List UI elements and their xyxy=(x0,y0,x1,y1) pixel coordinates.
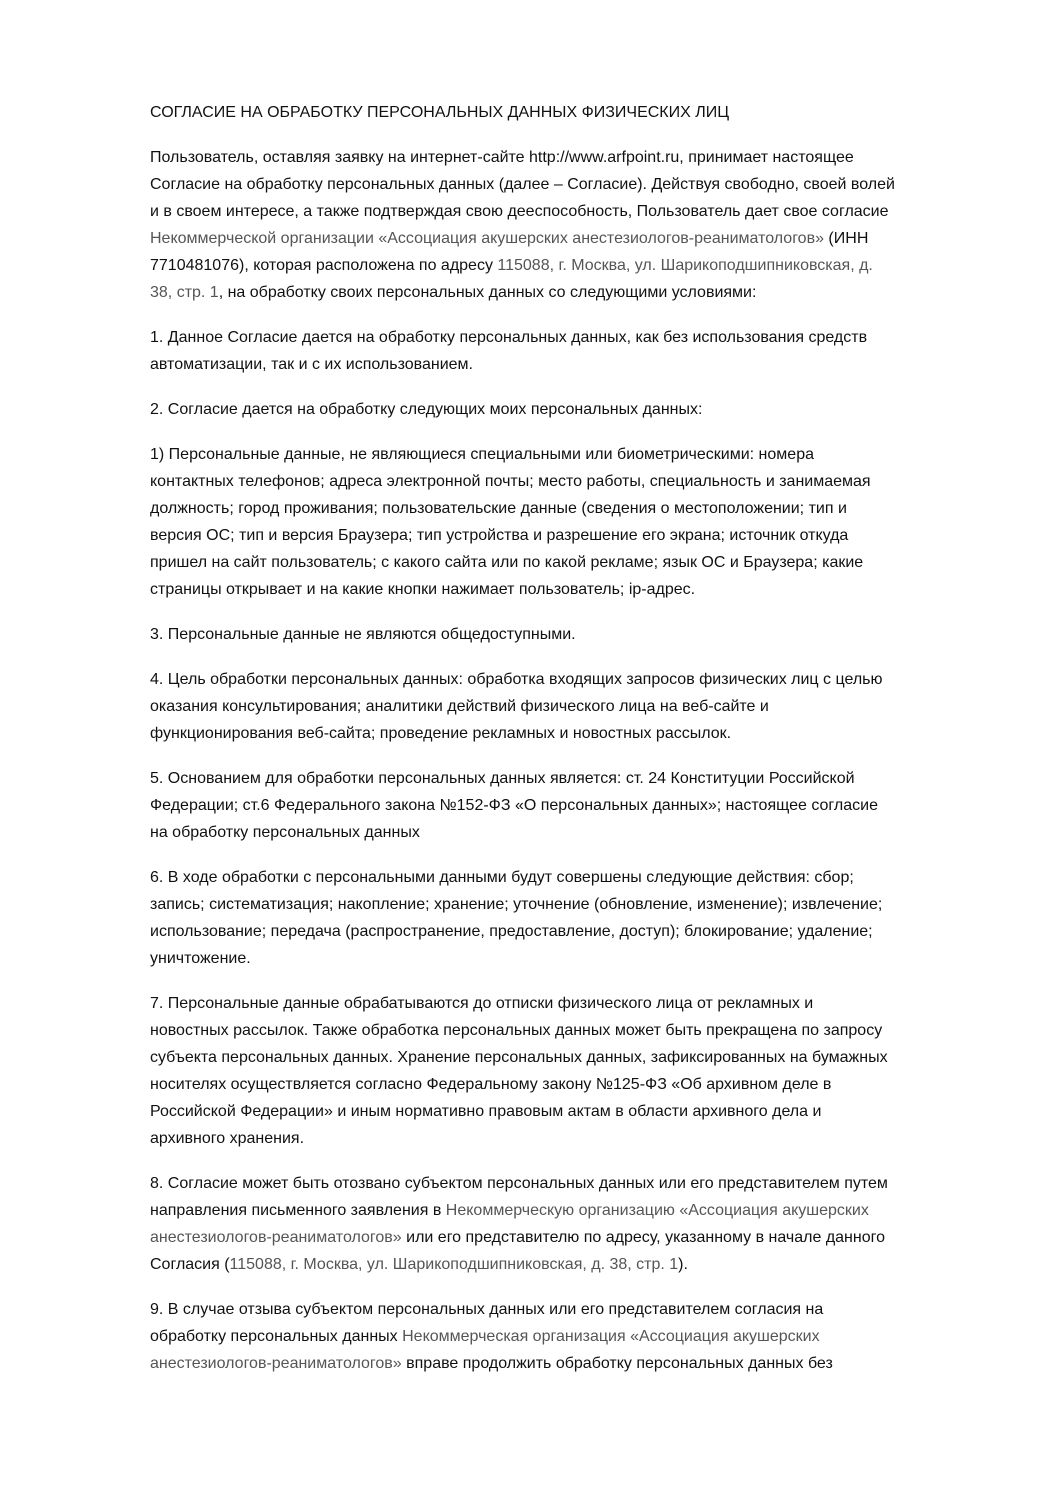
text-segment: 3. Персональные данные не являются общедоступными. xyxy=(150,626,576,643)
text-segment: или его представителю по адресу, указанному в начале данного xyxy=(401,1229,885,1246)
text-line xyxy=(150,693,986,720)
text-segment-highlight: анестезиологов-реаниматологов» xyxy=(150,1229,402,1246)
text-segment: функционирования веб-сайта; проведение рекламных и новостных рассылок. xyxy=(150,725,732,742)
text-segment: и в своем интересе, а также подтверждая свою дееспособность, Пользователь дает свое согласие xyxy=(150,203,889,220)
text-segment: Федерации; ст.6 Федерального закона №152-ФЗ «О персональных данных»; настоящее согласие xyxy=(150,797,878,814)
text-segment: контактных телефонов; адреса электронной почты; место работы, специальность и занимаемая xyxy=(150,473,871,490)
text-line xyxy=(150,171,986,198)
text-line xyxy=(150,396,986,423)
text-segment-highlight: Некоммерческую организацию «Ассоциация акушерских xyxy=(445,1202,869,1219)
text-line xyxy=(150,621,986,648)
text-segment: автоматизации, так и с их использованием. xyxy=(150,356,473,373)
text-segment: Согласия ( xyxy=(150,1256,230,1273)
text-line xyxy=(150,891,986,918)
text-segment-highlight: 115088, г. Москва, ул. Шарикоподшипниковская, д. 38, стр. 1 xyxy=(229,1256,679,1273)
text-segment: 4. Цель обработки персональных данных: обработка входящих запросов физических лиц с целью xyxy=(150,671,883,688)
text-segment: (ИНН xyxy=(823,230,869,247)
text-line xyxy=(150,225,986,252)
text-line xyxy=(150,666,986,693)
text-segment: вправе продолжить обработку персональных данных без xyxy=(401,1355,833,1372)
text-segment-highlight: Некоммерческая организация «Ассоциация акушерских xyxy=(402,1328,820,1345)
text-line xyxy=(150,918,986,945)
text-line xyxy=(150,1125,986,1152)
text-segment: архивного хранения. xyxy=(150,1130,305,1147)
document-title: СОГЛАСИЕ НА ОБРАБОТКУ ПЕРСОНАЛЬНЫХ ДАННЫХ ФИЗИЧЕСКИХ ЛИЦ xyxy=(150,104,730,121)
text-line xyxy=(150,1197,986,1224)
text-segment: 7. Персональные данные обрабатываются до отписки физического лица от рекламных и xyxy=(150,995,814,1012)
text-line xyxy=(150,819,986,846)
text-segment: версия ОС; тип и версия Браузера; тип устройства и разрешение его экрана; источник откуда xyxy=(150,527,849,544)
text-segment: использование; передача (распространение, предоставление, доступ); блокирование; удаление; xyxy=(150,923,873,940)
text-segment: запись; систематизация; накопление; хранение; уточнение (обновление, изменение); извлечение; xyxy=(150,896,883,913)
paragraph-clause-1 xyxy=(150,324,986,378)
text-line xyxy=(150,765,986,792)
text-segment: 1) Персональные данные, не являющиеся специальными или биометрическими: номера xyxy=(150,446,814,463)
text-segment-highlight: 38, стр. 1 xyxy=(150,284,219,301)
text-segment: Согласие на обработку персональных данных (далее – Согласие). Действуя свободно, своей волей xyxy=(150,176,895,193)
text-segment: направления письменного заявления в xyxy=(150,1202,446,1219)
text-segment: должность; город проживания; пользовательские данные (сведения о местоположении; тип и xyxy=(150,500,847,517)
text-line xyxy=(150,1170,986,1197)
text-line xyxy=(150,720,986,747)
paragraph-clause-6 xyxy=(150,864,986,972)
text-segment: Российской Федерации» и иным нормативно правовым актам в области архивного дела и xyxy=(150,1103,822,1120)
text-segment: обработку персональных данных xyxy=(150,1328,403,1345)
paragraph-clause-2 xyxy=(150,396,986,423)
text-segment: 2. Согласие дается на обработку следующих моих персональных данных: xyxy=(150,401,703,418)
paragraph-clause-7 xyxy=(150,990,986,1152)
paragraph-clause-4 xyxy=(150,666,986,747)
text-segment: оказания консультирования; аналитики действий физического лица на веб-сайте и xyxy=(150,698,769,715)
text-line xyxy=(150,351,986,378)
text-line xyxy=(150,792,986,819)
text-segment: субъекта персональных данных. Хранение персональных данных, зафиксированных на бумажных xyxy=(150,1049,888,1066)
text-segment: носителях осуществляется согласно Федеральному закону №125-ФЗ «Об архивном деле в xyxy=(150,1076,832,1093)
text-segment: 6. В ходе обработки с персональными данными будут совершены следующие действия: сбор; xyxy=(150,869,854,886)
paragraph-clause-9 xyxy=(150,1296,986,1377)
text-segment-highlight: 115088, г. Москва, ул. Шарикоподшипниковская, д. xyxy=(497,257,873,274)
text-segment: страницы открывает и на какие кнопки нажимает пользователь; ip-адрес. xyxy=(150,581,696,598)
text-segment: 1. Данное Согласие дается на обработку персональных данных, как без использования средств xyxy=(150,329,868,346)
text-line xyxy=(150,1224,986,1251)
text-line xyxy=(150,522,986,549)
text-line xyxy=(150,990,986,1017)
text-line xyxy=(150,495,986,522)
text-line xyxy=(150,252,986,279)
text-line xyxy=(150,279,986,306)
text-line xyxy=(150,864,986,891)
text-segment: уничтожение. xyxy=(150,950,251,967)
text-line xyxy=(150,1017,986,1044)
text-segment: 5. Основанием для обработки персональных данных является: ст. 24 Конституции Российской xyxy=(150,770,855,787)
text-line xyxy=(150,144,986,171)
text-segment: Пользователь, оставляя заявку на интернет-сайте http://www.arfpoint.ru, принимает настоящее xyxy=(150,149,854,166)
paragraph-clause-3 xyxy=(150,621,986,648)
paragraph-clause-5 xyxy=(150,765,986,846)
text-segment: 8. Согласие может быть отозвано субъектом персональных данных или его представителем путем xyxy=(150,1175,888,1192)
text-segment: , на обработку своих персональных данных со следующими условиями: xyxy=(218,284,757,301)
text-segment-highlight: анестезиологов-реаниматологов» xyxy=(150,1355,402,1372)
text-line xyxy=(150,1350,986,1377)
paragraph-clause-2-1 xyxy=(150,441,986,603)
text-segment: пришел на сайт пользователь; с какого сайта или по какой рекламе; язык ОС и Браузера; какие xyxy=(150,554,864,571)
text-line xyxy=(150,1251,986,1278)
document-page xyxy=(150,100,986,1395)
text-line xyxy=(150,1071,986,1098)
text-segment: ). xyxy=(678,1256,688,1273)
text-line xyxy=(150,576,986,603)
text-line xyxy=(150,198,986,225)
text-segment: 7710481076), которая расположена по адресу xyxy=(150,257,498,274)
text-line xyxy=(150,549,986,576)
text-segment: на обработку персональных данных xyxy=(150,824,420,841)
text-line xyxy=(150,1323,986,1350)
paragraph-clause-8 xyxy=(150,1170,986,1278)
text-segment: 9. В случае отзыва субъектом персональных данных или его представителем согласия на xyxy=(150,1301,824,1318)
text-segment: новостных рассылок. Также обработка персональных данных может быть прекращена по запросу xyxy=(150,1022,883,1039)
text-line xyxy=(150,1044,986,1071)
text-line xyxy=(150,324,986,351)
paragraph-intro xyxy=(150,144,986,306)
text-segment-highlight: Некоммерческой организации «Ассоциация акушерских анестезиологов-реаниматологов» xyxy=(150,230,824,247)
text-line xyxy=(150,468,986,495)
text-line xyxy=(150,441,986,468)
text-line xyxy=(150,1296,986,1323)
text-line xyxy=(150,1098,986,1125)
text-line xyxy=(150,945,986,972)
